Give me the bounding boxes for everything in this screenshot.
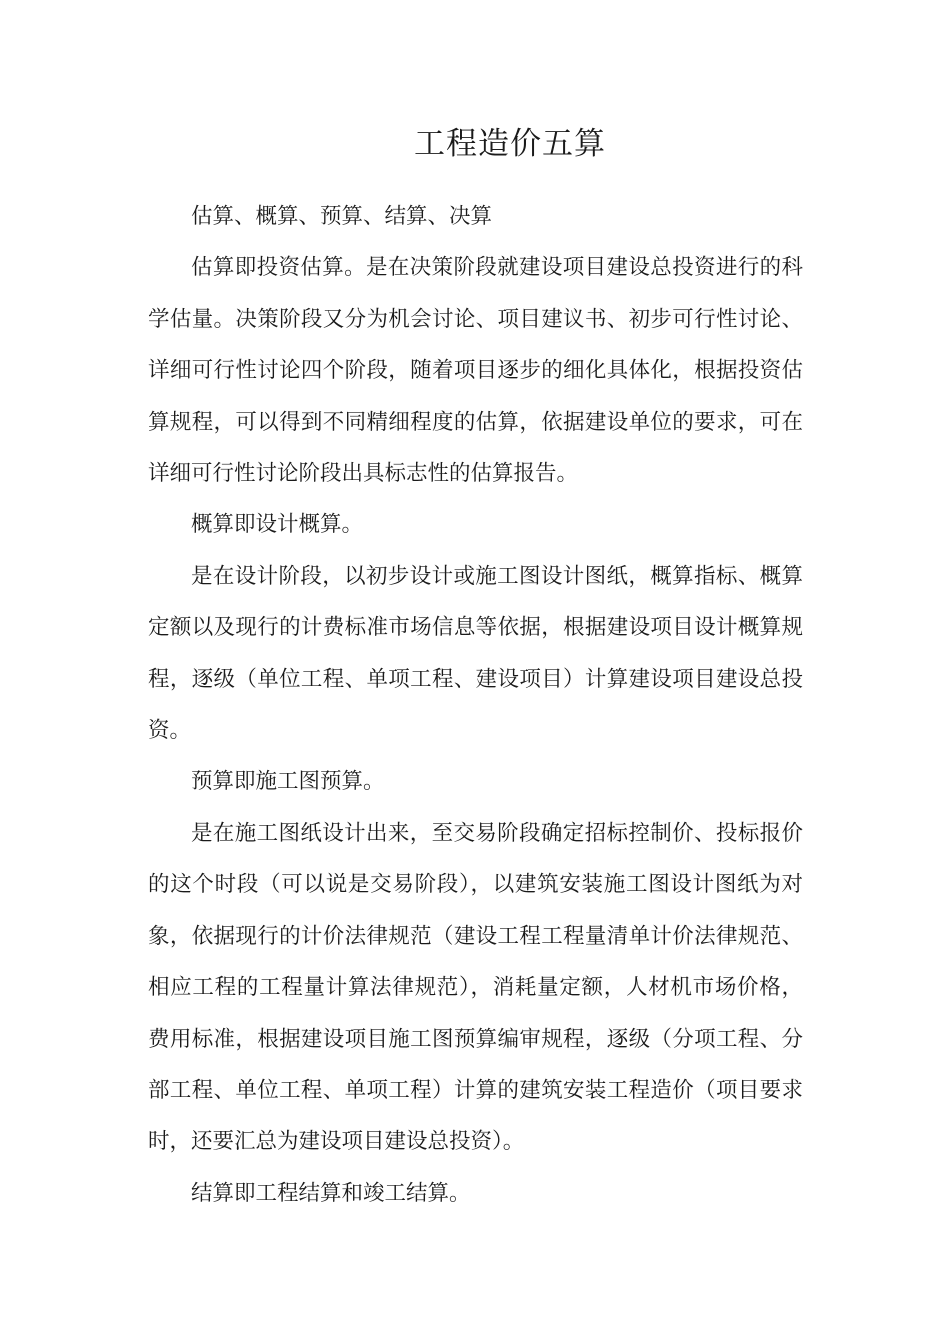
paragraph-investment-estimate: 估算即投资估算。是在决策阶段就建设项目建设总投资进行的科学估量。决策阶段又分为机会讨论、项目建议书、初步可行性讨论、详细可行性讨论四个阶段，随着项目逐步的细化具体化，根据投资估算规程，可以得到不同精细程度的估算，依据建设单位的要求，可在详细可行性讨论阶段出具标志性的估算报告。: [148, 255, 803, 487]
paragraph-design-estimate: 是在设计阶段，以初步设计或施工图设计图纸，概算指标、概算定额以及现行的计费标准市场信息等依据，根据建设项目设计概算规程，逐级（单位工程、单项工程、建设项目）计算建设项目建设总投资。: [148, 563, 803, 744]
document-body: [148, 191, 803, 1219]
paragraph-design-estimate-heading: 概算即设计概算。: [191, 512, 364, 538]
paragraph-budget: 是在施工图纸设计出来，至交易阶段确定招标控制价、投标报价的这个时段（可以说是交易阶段），以建筑安装施工图设计图纸为对象，依据现行的计价法律规范（建设工程工程量清单计价法律规范、相应工程的工程量计算法律规范），消耗量定额，人材机市场价格，费用标准，根据建设项目施工图预算编审规程，逐级（分项工程、分部工程、单位工程、单项工程）计算的建筑安装工程造价（项目要求时，还要汇总为建设项目建设总投资）。: [148, 820, 803, 1155]
paragraph-settlement-heading: 结算即工程结算和竣工结算。: [191, 1180, 471, 1206]
document-title: 工程造价五算: [414, 126, 606, 162]
paragraph-five-estimates-list: 估算、概算、预算、结算、决算: [191, 204, 493, 229]
paragraph-budget-heading: 预算即施工图预算。: [191, 769, 385, 795]
